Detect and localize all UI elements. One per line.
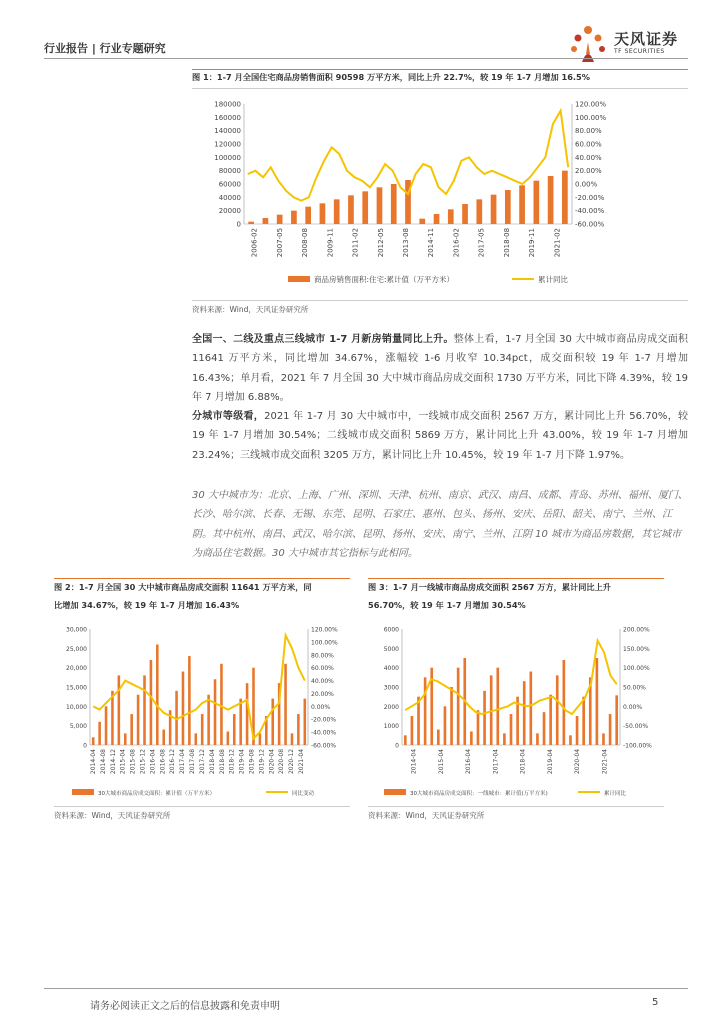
- y-left-tick-label: 0: [395, 742, 399, 750]
- figure3-bottom-rule: [368, 806, 664, 807]
- x-tick-label: 2016-04: [149, 748, 157, 775]
- bar: [523, 681, 526, 745]
- figure2-top-rule: [54, 578, 350, 579]
- bar: [162, 730, 165, 745]
- bar: [476, 199, 482, 224]
- x-tick-label: 2017-05: [477, 228, 486, 258]
- bar: [404, 735, 407, 745]
- bar: [450, 687, 453, 745]
- x-tick-label: 2014-08: [99, 749, 107, 775]
- x-tick-label: 2017-04: [179, 748, 187, 775]
- paragraph-national-sales: [192, 330, 688, 407]
- legend-bar-swatch: [384, 789, 406, 795]
- y-right-tick-label: 50.00%: [623, 684, 646, 692]
- y-left-tick-label: 3000: [383, 684, 399, 692]
- bar: [259, 733, 262, 745]
- bar: [477, 710, 480, 745]
- y-right-tick-label: -20.00%: [575, 193, 605, 202]
- y-left-tick-label: 100000: [214, 153, 241, 162]
- y-right-tick-label: 100.00%: [311, 639, 338, 647]
- figure2-source: 资料来源：Wind，天风证券研究所: [54, 811, 171, 820]
- bar: [98, 722, 101, 745]
- y-right-tick-label: -40.00%: [311, 729, 337, 737]
- bar: [220, 664, 223, 745]
- bar: [470, 731, 473, 745]
- y-right-tick-label: 20.00%: [575, 167, 602, 176]
- bar: [291, 733, 294, 745]
- x-tick-label: 2015-04: [119, 749, 127, 775]
- x-tick-label: 2018-04: [208, 749, 216, 775]
- figure1-title: 图 1：1-7 月全国住宅商品房销售面积 90598 万平方米，同比上升 22.7%，较 19 年 1-7 月增加 16.5%: [192, 72, 590, 82]
- x-tick-label: 2014-11: [427, 227, 436, 258]
- legend-bar-label: 30大城市商品房成交面积：累计值（万平方米）: [98, 791, 216, 797]
- bar: [271, 699, 274, 745]
- bar: [305, 207, 311, 224]
- bar: [334, 199, 340, 224]
- figure2-bottom-rule: [54, 806, 350, 807]
- x-tick-label: 2016-08: [159, 748, 167, 775]
- x-tick-label: 2020-04: [574, 748, 582, 775]
- bar: [491, 195, 497, 224]
- figure1-bottom-rule: [192, 300, 688, 301]
- bar: [615, 695, 618, 745]
- series-line: [405, 641, 617, 715]
- y-left-tick-label: 160000: [214, 113, 241, 122]
- y-right-tick-label: 150.00%: [623, 645, 650, 653]
- figure3-title: [368, 580, 668, 613]
- legend-line-label: 同比变动: [292, 791, 315, 797]
- bar: [105, 706, 108, 745]
- y-right-tick-label: 60.00%: [575, 140, 602, 149]
- x-tick-label: 2018-12: [228, 749, 236, 775]
- y-right-tick-label: 40.00%: [575, 153, 602, 162]
- figure2-title-line1: 图 2：1-7 月全国 30 大中城市商品房成交面积 11641 万平方米，同: [54, 582, 312, 592]
- y-right-tick-label: -100.00%: [623, 742, 652, 750]
- bar: [391, 184, 397, 224]
- figure1-chart: [192, 92, 688, 297]
- paragraph-city-tier-body: 2021 年 1-7 月 30 大中城市中，一线城市成交面积 2567 万方，累计同比上升 56.70%，较 19 年 1-7 月增加 30.54%；二线城市成交面积 5869 万方，累计同比上升 43.00%，较 19 年 1-7 月增加 23.24%；三线城市成交面积 3205 万方，累计同比上升 10.45%，较 19 年 1-7 月下降 1.97%。: [192, 411, 689, 461]
- paragraph-national-sales-lead: 全国一、二线及重点三线城市 1-7 月新房销量同比上升。: [192, 334, 454, 345]
- bar: [569, 735, 572, 745]
- bar: [602, 733, 605, 745]
- bar: [263, 218, 269, 224]
- bar: [150, 660, 153, 745]
- bar: [596, 658, 599, 745]
- y-left-tick-label: 0: [83, 742, 87, 750]
- bar: [207, 695, 210, 745]
- bar: [118, 675, 121, 745]
- y-right-tick-label: 40.00%: [311, 678, 334, 686]
- bar: [496, 668, 499, 745]
- y-left-tick-label: 10,000: [66, 703, 87, 711]
- bar: [320, 203, 326, 224]
- legend-bar-swatch: [72, 789, 94, 795]
- y-right-tick-label: 120.00%: [575, 100, 607, 109]
- legend-line-label: 累计同比: [538, 275, 568, 284]
- y-right-tick-label: -50.00%: [623, 723, 649, 731]
- y-right-tick-label: 120.00%: [311, 626, 338, 634]
- y-left-tick-label: 120000: [214, 140, 241, 149]
- paragraph-city-tier-lead: 分城市等级看，: [192, 411, 265, 422]
- y-left-tick-label: 60000: [218, 180, 241, 189]
- bar: [582, 697, 585, 745]
- header-rule: [44, 58, 688, 59]
- bar: [548, 176, 554, 224]
- paragraph-city-list-note: 30 大中城市为：北京、上海、广州、深圳、天津、杭州、南京、武汉、南昌、成都、青岛、苏州、福州、厦门、长沙、哈尔滨、长春、无锡、东莞、昆明、石家庄、惠州、包头、扬州、安庆、岳阳、韶关、南宁、兰州、江阴。其中杭州、南昌、武汉、哈尔滨、昆明、扬州、安庆、南宁、兰州、江阴 10 城市为商品房数据，其它城市为商品住宅数据。30 大中城市其它指标与此相同。: [192, 490, 688, 559]
- bar: [233, 714, 236, 745]
- bar: [437, 730, 440, 745]
- x-tick-label: 2015-12: [139, 749, 147, 775]
- bar: [510, 714, 513, 745]
- bar: [188, 656, 191, 745]
- bar: [519, 185, 525, 224]
- bar: [201, 714, 204, 745]
- y-right-tick-label: 80.00%: [311, 652, 334, 660]
- y-right-tick-label: -60.00%: [311, 742, 337, 750]
- bar: [111, 691, 114, 745]
- bar: [417, 697, 420, 745]
- bar: [457, 668, 460, 745]
- figure2-chart: [54, 617, 354, 802]
- x-tick-label: 2019-04: [238, 749, 246, 775]
- x-tick-label: 2021-04: [601, 749, 609, 775]
- x-tick-label: 2020-08: [278, 748, 286, 775]
- x-tick-label: 2014-12: [109, 749, 117, 775]
- bar: [609, 714, 612, 745]
- bar: [444, 706, 447, 745]
- y-left-tick-label: 5000: [383, 645, 399, 653]
- x-tick-label: 2021-02: [553, 228, 562, 258]
- y-right-tick-label: 0.00%: [575, 180, 598, 189]
- logo-name: 天风证券: [614, 30, 679, 48]
- bar: [503, 733, 506, 745]
- bar: [549, 695, 552, 745]
- bar: [377, 187, 383, 224]
- x-tick-label: 2011-02: [351, 227, 360, 258]
- x-tick-label: 2016-02: [452, 228, 461, 258]
- figure3-title-line2: 56.70%，较 19 年 1-7 月增加 30.54%: [368, 600, 526, 610]
- y-left-tick-label: 30,000: [66, 626, 87, 634]
- bar: [411, 716, 414, 745]
- y-right-tick-label: 200.00%: [623, 626, 650, 634]
- y-right-tick-label: 100.00%: [623, 665, 650, 673]
- y-left-tick-label: 40000: [218, 193, 241, 202]
- logo-subtitle: TF SECURITIES: [614, 48, 665, 55]
- x-tick-label: 2018-04: [519, 748, 527, 775]
- bar: [227, 731, 230, 745]
- bar: [434, 214, 440, 224]
- figure3-source: 资料来源：Wind，天风证券研究所: [368, 811, 485, 820]
- x-tick-label: 2015-08: [129, 749, 137, 775]
- figure1-title-rule: [192, 88, 688, 89]
- bar: [304, 699, 307, 745]
- x-tick-label: 2020-12: [288, 748, 296, 775]
- bar: [348, 195, 354, 224]
- x-tick-label: 2006-02: [250, 227, 259, 258]
- bar: [483, 691, 486, 745]
- x-tick-label: 2019-12: [258, 748, 266, 775]
- legend-bar-label: 商品房销售面积:住宅:累计值（万平方米）: [314, 275, 455, 284]
- paragraph-national-sales-body: 整体上看，1-7 月全国 30 大中城市商品房成交面积 11641 万平方米，同比增加 34.67%，涨幅较 1-6 月收窄 10.34pct，成交面积较 19 年 1-7 月增加 16.43%；单月看，2021 年 7 月全国 30 大中城市商品房成交面积 1730 万平方米，同比下降 4.39%，较 19 年 7 月增加 6.88%。: [192, 334, 689, 403]
- x-tick-label: 2014-04: [410, 748, 418, 775]
- bar: [543, 712, 546, 745]
- legend-bar-swatch: [288, 276, 310, 282]
- x-tick-label: 2017-04: [492, 749, 500, 775]
- figure2-title: [54, 580, 354, 613]
- bar: [576, 716, 579, 745]
- y-left-tick-label: 140000: [214, 127, 241, 136]
- bar: [462, 204, 468, 224]
- legend-line-label: 累计同比: [604, 791, 627, 797]
- bar: [362, 191, 368, 224]
- y-right-tick-label: 20.00%: [311, 690, 334, 698]
- bar: [124, 733, 127, 745]
- bar: [195, 733, 198, 745]
- y-left-tick-label: 180000: [214, 100, 241, 109]
- footer-rule: [44, 988, 688, 989]
- y-right-tick-label: -40.00%: [575, 207, 605, 216]
- y-left-tick-label: 20000: [218, 207, 241, 216]
- x-tick-label: 2008-08: [301, 228, 310, 258]
- bar: [284, 664, 287, 745]
- y-right-tick-label: 80.00%: [575, 127, 602, 136]
- legend-bar-label: 30大城市商品房成交面积：一线城市：累计值(万平方米): [410, 791, 548, 797]
- y-right-tick-label: 0.00%: [311, 703, 331, 711]
- bar: [291, 211, 297, 224]
- footer-disclaimer: 请务必阅读正文之后的信息披露和免责申明: [90, 1001, 280, 1012]
- bar: [156, 644, 159, 745]
- bar: [556, 675, 559, 745]
- bar: [297, 714, 300, 745]
- bar: [239, 699, 242, 745]
- bar: [424, 677, 427, 745]
- x-tick-label: 2017-12: [199, 749, 206, 775]
- x-tick-label: 2019-04: [546, 749, 554, 775]
- y-left-tick-label: 15,000: [66, 684, 87, 692]
- x-tick-label: 2019-11: [528, 228, 537, 258]
- report-header: 行业报告 | 行业专题研究: [44, 42, 166, 55]
- x-tick-label: 2021-04: [298, 748, 305, 775]
- figure3-title-line1: 图 3：1-7 月一线城市商品房成交面积 2567 万方，累计同比上升: [368, 582, 611, 592]
- x-tick-label: 2009-11: [326, 227, 335, 258]
- y-left-tick-label: 5,000: [69, 723, 87, 731]
- bar: [563, 660, 566, 745]
- bar: [562, 171, 568, 224]
- y-right-tick-label: 60.00%: [311, 665, 334, 673]
- bar: [536, 733, 539, 745]
- x-tick-label: 2014-04: [90, 749, 97, 775]
- bar: [529, 672, 532, 745]
- x-tick-label: 2016-04: [465, 748, 473, 775]
- paragraph-city-tier: [192, 407, 688, 465]
- logo: [568, 24, 688, 66]
- x-tick-label: 2018-08: [218, 749, 226, 775]
- x-tick-label: 2020-04: [268, 748, 276, 775]
- figure1-source: 资料来源：Wind，天风证券研究所: [192, 305, 309, 314]
- figure3-top-rule: [368, 578, 664, 579]
- y-left-tick-label: 80000: [218, 167, 241, 176]
- figure2-title-line2: 比增加 34.67%，较 19 年 1-7 月增加 16.43%: [54, 600, 240, 610]
- x-tick-label: 2013-08: [402, 228, 410, 258]
- bar: [137, 695, 140, 745]
- x-tick-label: 2007-05: [275, 227, 284, 258]
- y-left-tick-label: 2000: [383, 703, 399, 711]
- y-right-tick-label: -20.00%: [311, 716, 337, 724]
- bar: [505, 190, 511, 224]
- y-left-tick-label: 6000: [383, 626, 399, 634]
- bar: [92, 737, 95, 745]
- bar: [246, 683, 249, 745]
- bar: [533, 181, 539, 224]
- y-left-tick-label: 4000: [383, 665, 399, 673]
- bar: [182, 672, 185, 745]
- bar: [448, 209, 454, 224]
- y-left-tick-label: 25,000: [66, 645, 87, 653]
- x-tick-label: 2018-08: [502, 227, 511, 258]
- x-tick-label: 2012-05: [376, 228, 385, 258]
- y-left-tick-label: 0: [236, 220, 241, 229]
- figure3-chart: [366, 617, 666, 802]
- bar: [277, 215, 283, 224]
- y-left-tick-label: 20,000: [66, 665, 87, 673]
- bar: [130, 714, 133, 745]
- y-right-tick-label: -60.00%: [575, 220, 605, 229]
- x-tick-label: 2015-04: [437, 749, 445, 775]
- y-right-tick-label: 100.00%: [575, 113, 607, 122]
- bar: [214, 679, 217, 745]
- y-left-tick-label: 1000: [383, 723, 399, 731]
- x-tick-label: 2016-12: [169, 748, 177, 775]
- y-right-tick-label: 0.00%: [623, 703, 643, 711]
- x-tick-label: 2017-08: [189, 748, 196, 775]
- bar: [419, 219, 425, 224]
- page-number: 5: [652, 997, 659, 1008]
- x-tick-label: 2019-08: [248, 749, 256, 775]
- bar: [248, 222, 254, 224]
- bar: [143, 675, 146, 745]
